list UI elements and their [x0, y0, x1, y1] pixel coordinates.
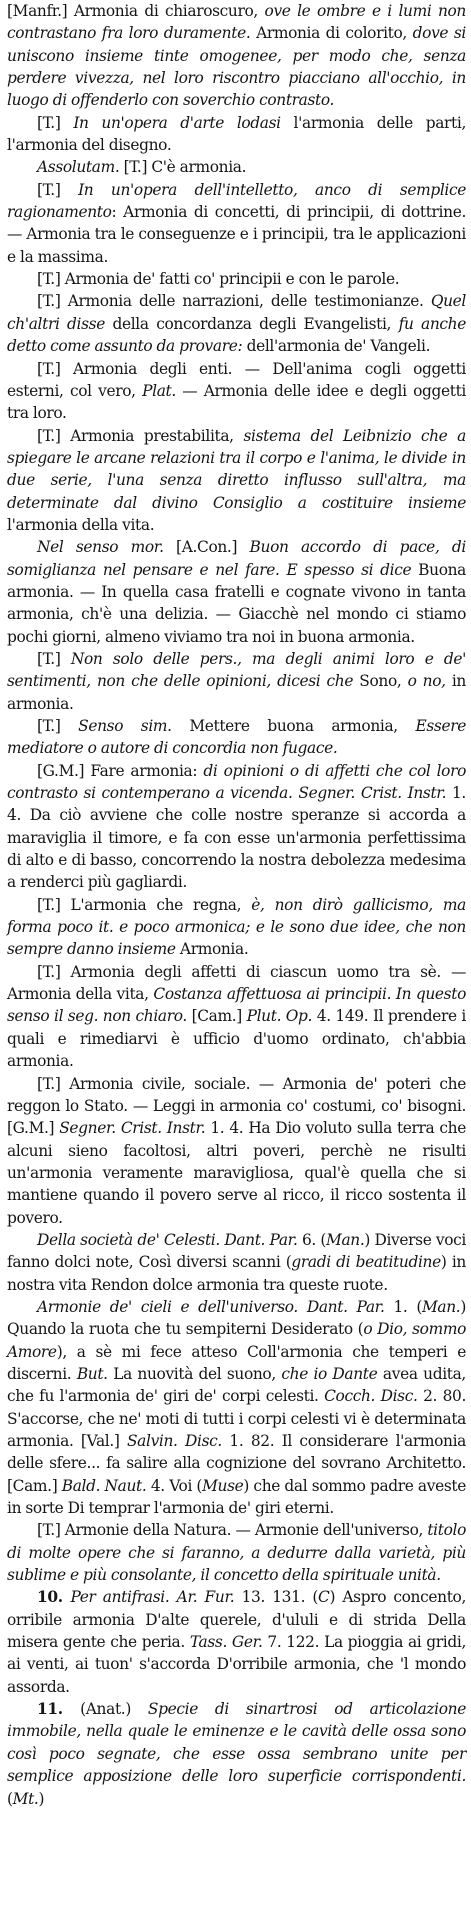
text-run: — Armonia delle idee e degli oggetti tra loro.	[7, 381, 467, 423]
text-run: 1. 4. Da ciò avviene che colle nostre speranze si accorda a maraviglia il timore, e fa con esse un'armonia perfettissima di alto e di basso, concorrendo la nostra debolezza medesima a renderci più gagliardi.	[7, 784, 466, 892]
text-run: [T.] Armonia de' fatti co' principii e con le parole.	[37, 270, 400, 289]
italic-text: Non solo delle pers., ma degli animi loro e de' sentimenti, non che delle opinioni, dicesi che	[7, 649, 466, 691]
italic-text: Della società de' Celesti. Dant. Par.	[37, 1230, 298, 1249]
italic-text: Man.	[422, 1297, 461, 1316]
entry-cieli	[7, 1296, 466, 1519]
italic-text: o no,	[407, 672, 446, 691]
text-run: ) Aspro concento, orribile armonia D'alte querele, d'ululi e di strida Della misera gente che peria.	[7, 1588, 466, 1652]
text-run: Buona armonia. — In quella casa fratelli e cognate vivono in tanta armonia, ch'è una delizia. — Giacchè nel mondo ci stiamo pochi giorni, almeno viviamo tra noi in buona armonia.	[7, 560, 466, 646]
italic-text: è, non dirò gallicismo, ma forma poco it. e poco armonica; e le sono due idee, che non sempre danno insieme	[7, 895, 467, 959]
text-run: [T.] Armonia degli enti. — Dell'anima cogli oggetti esterni, col vero,	[7, 359, 466, 400]
section-11-anatomia	[7, 1698, 466, 1810]
text-run: dell'armonia de' Vangeli.	[242, 337, 431, 356]
italic-text: Per antifrasi. Ar. Fur.	[70, 1588, 235, 1607]
section-10-antifrasi	[7, 1586, 466, 1698]
text-run: Armonia.	[175, 940, 249, 959]
italic-text: C	[318, 1588, 330, 1607]
entry-opera-intelletto	[7, 179, 466, 268]
text-run: 4. 149. Il prendere i quali e rimediarvi è ufficio d'uomo ordinato, ch'abbia armonia.	[7, 1007, 466, 1071]
text-run: [Manfr.] Armonia di chiaroscuro,	[7, 2, 265, 20]
italic-text: di opinioni o di affetti che col loro contrasto si contemperano a vicenda. Segner. Crist. Instr.	[7, 761, 467, 803]
text-run: [T.] Armonia prestabilita,	[37, 426, 244, 445]
text-run: [T.] Armonie della Natura. — Armonie dell'universo,	[37, 1521, 428, 1540]
text-run: ) Quando la ruota che tu sempiterni Desiderato (	[7, 1297, 466, 1339]
entry-affetti	[7, 961, 466, 1073]
italic-text: In un'opera d'arte lodasi	[73, 113, 281, 132]
text-run: l'armonia della vita.	[7, 515, 155, 534]
text-run: [T.]	[37, 649, 71, 668]
text-run: [T.] C'è armonia.	[119, 158, 247, 177]
text-run: 1. 82. Il considerare l'armonia delle sfere... fa salire alla cognizione del sovrano Architetto. [Cam.]	[7, 1432, 467, 1495]
text-run: [T.] Armonia degli affetti di ciascun uomo tra sè. — Armonia della vita,	[7, 962, 466, 1004]
text-run: La nuovità del suono,	[107, 1364, 282, 1383]
italic-text: gradi di beatitudine	[291, 1253, 441, 1272]
text-run: : Armonia di concetti, di principii, di dottrine. — Armonia tra le conseguenze e i principii, tra le applicazioni e la massima.	[7, 203, 466, 266]
italic-text: Costanza affettuosa ai principii. In questo senso il seg. non chiaro.	[7, 985, 466, 1026]
italic-text: che io Dante	[281, 1364, 378, 1383]
italic-text: Buon accordo di pace, di somiglianza nel pensare e nel fare. E spesso si dice	[7, 538, 466, 579]
text-run: [Cam.]	[186, 1007, 247, 1026]
entry-armonia-regna	[7, 894, 466, 961]
text-run: [T.]	[37, 180, 79, 199]
text-run: avea udita, che fu l'armonia de' giri de' corpi celesti.	[7, 1364, 466, 1406]
text-run: ) che dal sommo padre aveste in sorte Di temprar l'armonia de' giri eterni.	[7, 1476, 467, 1518]
text-run: [T.]	[37, 717, 79, 735]
italic-text: Armonie de' cieli e dell'universo. Dant. Par.	[37, 1297, 385, 1316]
italic-text: In un'opera dell'intelletto, anco di semplice ragionamento	[7, 180, 467, 222]
italic-text: Assolutam.	[37, 158, 120, 177]
italic-text: Bald. Naut.	[61, 1476, 147, 1495]
text-run: 4. Voi (	[146, 1476, 203, 1495]
italic-text: dove si uniscono insieme tinte omogenee, per modo che, senza perdere vivezza, nel loro riscontro piacciano all'occhio, in luogo di offenderlo con soverchio contrasto.	[7, 24, 466, 110]
entry-prestabilita	[7, 425, 466, 537]
entry-celesti	[7, 1229, 466, 1296]
text-run: 7. 122. La pioggia ai gridi, ai venti, ai tuon' s'accorda D'orribile armonia, che 'l mondo assorda.	[7, 1633, 466, 1696]
text-run: della concordanza degli Evangelisti,	[104, 314, 399, 333]
italic-text: o Dio, sommo Amore	[7, 1320, 466, 1361]
entry-chiaroscuro	[7, 0, 466, 112]
entry-civile	[7, 1073, 466, 1229]
text-run: [G.M.] Fare armonia:	[37, 761, 204, 780]
italic-text: Plat.	[142, 381, 176, 400]
entry-senso-simile	[7, 715, 466, 760]
italic-text: Mt.	[12, 1789, 39, 1808]
section-number: 11.	[37, 1700, 81, 1719]
text-run: ) Diverse voci fanno dolci note, Così diversi scanni (	[7, 1230, 466, 1272]
section-number: 10.	[37, 1588, 71, 1607]
italic-text: ove le ombre e i lumi non contrastano fra loro duramente.	[7, 2, 466, 43]
italic-text: But.	[76, 1364, 108, 1383]
italic-text: sistema del Leibnizio che a spiegare le arcane relazioni tra il corpo e l'anima, le divide in due serie, l'una senza diretto influsso sull'altra, ma determinate dal divino Consiglio a costituire insieme	[7, 426, 466, 512]
italic-text: Quel ch'altri disse	[7, 292, 466, 333]
text-run: ) in nostra vita Rendon dolce armonia tra queste ruote.	[7, 1253, 466, 1294]
italic-text: Muse	[202, 1476, 244, 1495]
entry-enti	[7, 358, 466, 425]
text-run: [T.] L'armonia che regna,	[37, 895, 252, 914]
italic-text: Plut. Op.	[246, 1007, 313, 1026]
text-run: (	[7, 1789, 13, 1808]
italic-text: Specie di sinartrosi od articolazione immobile, nella quale le eminenze e le cavità delle ossa sono così poco segnate, che esse ossa sembrano unite per semplice apposizione delle loro superficie corrispondenti.	[7, 1700, 466, 1786]
italic-text: Tass. Ger.	[189, 1633, 263, 1652]
italic-text: Salvin. Disc.	[126, 1432, 222, 1450]
entry-opera-arte	[7, 112, 466, 157]
text-run: )	[38, 1789, 45, 1808]
entry-senso-morale	[7, 536, 466, 648]
italic-text: Segner. Crist. Instr.	[59, 1119, 206, 1138]
text-run: in armonia.	[7, 672, 466, 713]
text-run: Mettere buona armonia,	[171, 717, 416, 735]
entry-fatti-principii	[7, 268, 466, 290]
text-run: [A.Con.]	[163, 538, 250, 557]
italic-text: fu anche detto come assunto da provare:	[7, 314, 466, 356]
text-run: 2. 80. S'accorse, che ne' moti di tutti i corpi celesti vi è determinata armonia. [Val.]	[7, 1387, 466, 1450]
entry-fare-armonia	[7, 760, 466, 894]
entry-persone	[7, 648, 466, 715]
text-run: [T.]	[37, 113, 74, 132]
entry-narrazioni	[7, 290, 466, 357]
text-run: [T.] Armonia delle narrazioni, delle testimonianze.	[37, 292, 431, 311]
text-run: 6. (	[297, 1230, 327, 1249]
italic-text: Nel senso mor.	[37, 538, 164, 557]
text-run: 1. 4. Ha Dio voluto sulla terra che alcuni sieno facoltosi, altri poveri, perchè ne risulti un'armonia veramente maravigliosa, qual'è quella che si mantiene quando il povero serve al ricco, il ricco sostenta il povero.	[7, 1119, 466, 1227]
entry-natura	[7, 1519, 466, 1586]
text-run: 1. (	[384, 1297, 422, 1316]
text-run: l'armonia delle parti, l'armonia del disegno.	[7, 113, 467, 155]
italic-text: Senso sim.	[78, 717, 172, 735]
italic-text: Man.	[326, 1230, 365, 1249]
text-run: Armonia di colorito,	[250, 24, 413, 43]
text-run: [T.] Armonia civile, sociale. — Armonia de' poteri che reggon lo Stato. — Leggi in armonia co' costumi, co' bisogni. [G.M.]	[7, 1074, 466, 1138]
text-run: Sono,	[353, 672, 408, 691]
italic-text: Essere mediatore o autore di concordia non fugace.	[7, 717, 466, 758]
italic-text: titolo di molte opere che si faranno, a dedurre dalla varietà, più sublime e più consolante, il concetto della spirituale unità.	[7, 1521, 466, 1585]
italic-text: Cocch. Disc.	[324, 1387, 418, 1406]
text-run: (Anat.)	[80, 1700, 148, 1719]
entry-assolutam	[7, 156, 466, 178]
text-run: 13. 131. (	[234, 1588, 319, 1607]
text-run: ), a sè mi fece atteso Coll'armonia che temperi e discerni.	[7, 1342, 466, 1383]
